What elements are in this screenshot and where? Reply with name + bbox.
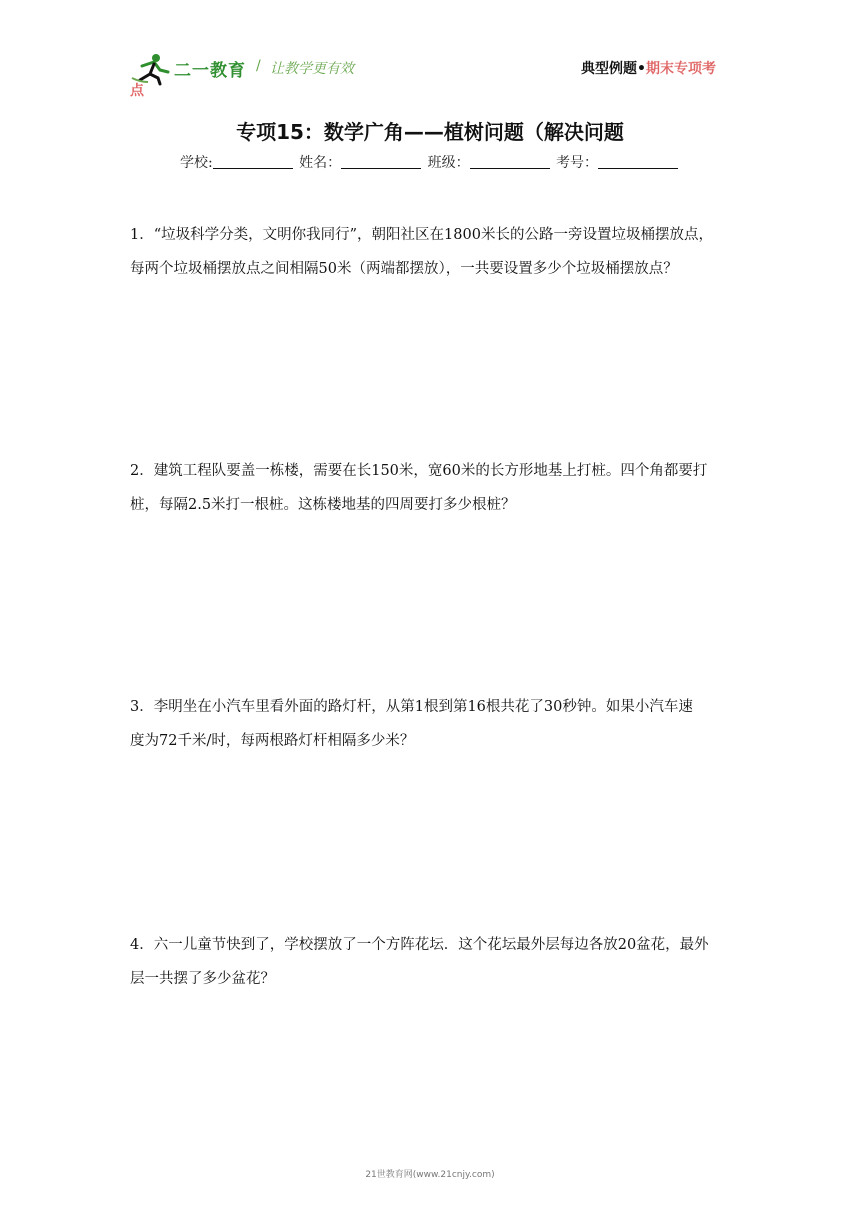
question-3 [130, 690, 734, 758]
question-2-line2: 桩，每隔2.5米打一根桩。这栋楼地基的四周要打多少根桩？ [130, 497, 516, 513]
question-3-line1: 3．李明坐在小汽车里看外面的路灯杆，从第1根到第16根共花了30秒钟。如果小汽车速 [130, 699, 693, 715]
name-label: 姓名： [299, 155, 342, 171]
question-2 [130, 454, 734, 522]
page-title: 专项15：数学广角——植树问题（解决问题 [236, 120, 624, 144]
exam-no-blank[interactable] [598, 154, 678, 169]
school-label: 学校: [179, 155, 213, 171]
tag-red-text: 期末专项考 [646, 61, 716, 77]
name-blank[interactable] [341, 154, 421, 169]
brand-name: 二一教育 [174, 61, 246, 81]
question-1-line2: 每两个垃圾桶摆放点之间相隔50米（两端都摆放），一共要设置多少个垃圾桶摆放点？ [130, 261, 678, 277]
question-4-line1: 4．六一儿童节快到了，学校摆放了一个方阵花坛．这个花坛最外层每边各放20盆花，最外 [130, 937, 709, 953]
question-1-line1: 1．“垃圾科学分类，文明你我同行”，朝阳社区在1800米长的公路一旁设置垃圾桶摆放点， [130, 227, 713, 243]
tag-wrap-text: 点 [130, 83, 144, 99]
question-3-line2: 度为72千米/时，每两根路灯杆相隔多少米？ [130, 733, 415, 749]
header-slogan: 让教学更有效 [270, 61, 354, 77]
tag-black-text: 典型例题• [581, 61, 646, 77]
question-4 [130, 928, 734, 996]
question-1 [130, 218, 734, 286]
exam-no-label: 考号： [556, 155, 599, 171]
question-2-line1: 2．建筑工程队要盖一栋楼，需要在长150米，宽60米的长方形地基上打桩。四个角都要打 [130, 463, 708, 479]
page-header [130, 44, 730, 104]
student-info-fields [0, 152, 860, 172]
class-label: 班级： [427, 155, 470, 171]
page-footer: 21世教育网(www.21cnjy.com) [365, 1170, 495, 1180]
class-blank[interactable] [470, 154, 550, 169]
school-blank[interactable] [213, 154, 293, 169]
header-tag [581, 58, 716, 78]
header-separator: / [256, 58, 261, 74]
question-4-line2: 层一共摆了多少盆花？ [130, 971, 275, 987]
